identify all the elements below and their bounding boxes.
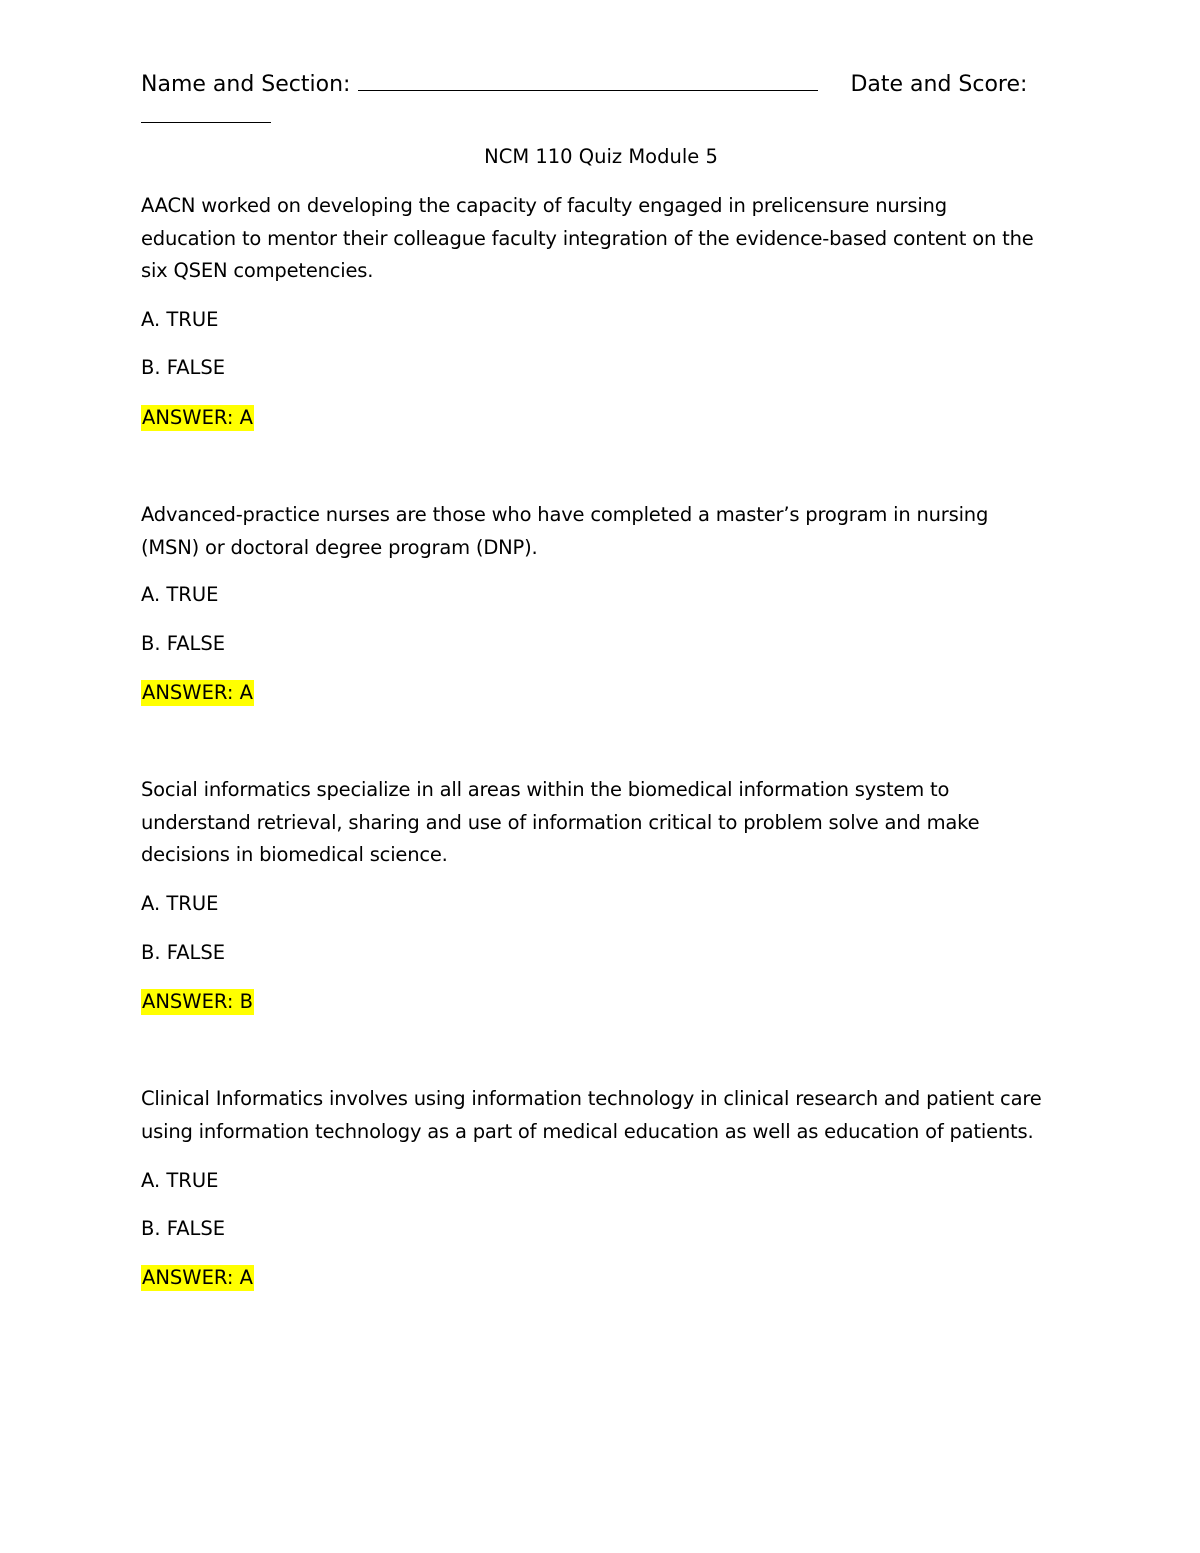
header-line — [141, 66, 1061, 102]
page-title: NCM 110 Quiz Module 5 — [484, 145, 718, 168]
option-b: B. FALSE — [141, 941, 226, 964]
answer-highlight: ANSWER: B — [142, 990, 254, 1013]
name-section-label: Name and Section: — [141, 72, 351, 97]
question-2 — [141, 499, 1061, 704]
question-1 — [141, 190, 1061, 429]
option-a: A. TRUE — [141, 892, 219, 915]
option-b: B. FALSE — [141, 356, 226, 379]
option-b: B. FALSE — [141, 632, 226, 655]
question-text: Advanced-practice nurses are those who have completed a master’s program in nursing (MSN) or doctoral degree program (DNP). — [141, 503, 989, 559]
date-score-label: Date and Score: — [850, 72, 1028, 97]
name-section-blank — [358, 66, 818, 91]
option-a: A. TRUE — [141, 1169, 219, 1192]
answer-highlight: ANSWER: A — [142, 681, 253, 704]
answer-highlight: ANSWER: A — [142, 1266, 253, 1289]
question-3 — [141, 774, 1061, 1013]
question-text: Social informatics specialize in all areas within the biomedical information system to understand retrieval, sharing and use of information critical to problem solve and make decisions in biomedical science. — [141, 778, 980, 866]
question-4 — [141, 1083, 1061, 1289]
option-a: A. TRUE — [141, 308, 219, 331]
option-b: B. FALSE — [141, 1217, 226, 1240]
date-score-blank — [141, 121, 271, 123]
question-text: Clinical Informatics involves using information technology in clinical research and patient care using information technology as a part of medical education as well as education of patients. — [141, 1087, 1042, 1143]
option-a: A. TRUE — [141, 583, 219, 606]
answer-highlight: ANSWER: A — [142, 406, 253, 429]
question-text: AACN worked on developing the capacity of faculty engaged in prelicensure nursing education to mentor their colleague faculty integration of the evidence-based content on the six QSEN competencies. — [141, 194, 1034, 282]
